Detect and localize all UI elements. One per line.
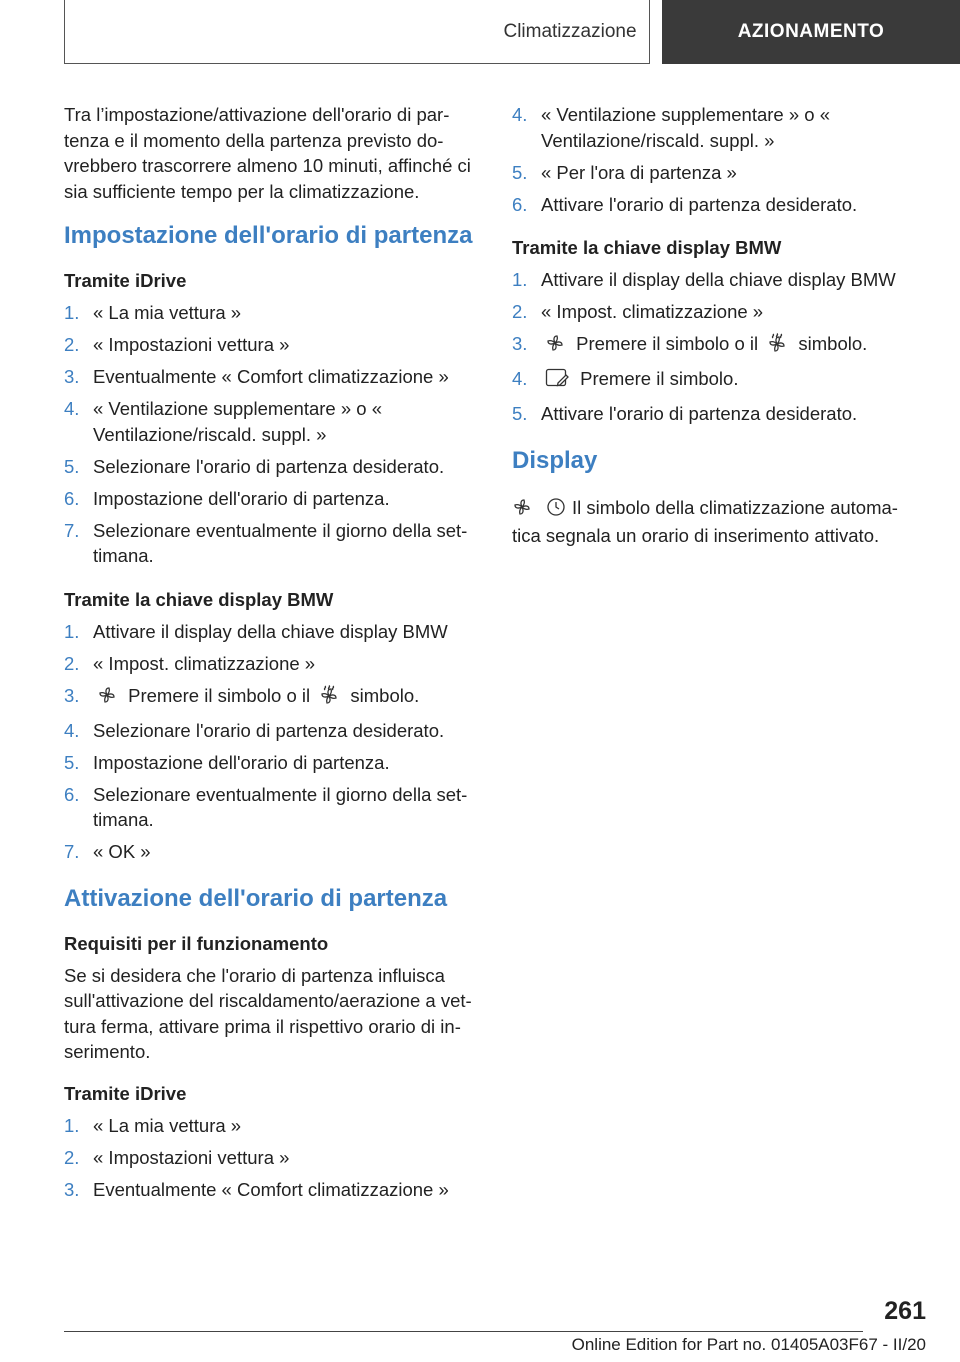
step-text: Attivare il display della chiave display BMW	[93, 620, 448, 642]
step-text: Selezionare eventualmente il giorno della set-timana.	[93, 519, 468, 566]
step-number: 2.	[64, 334, 80, 355]
list-item	[64, 782, 478, 833]
step-number: 3.	[64, 366, 80, 387]
step-number: 1.	[64, 302, 80, 323]
fan-icon	[97, 685, 117, 712]
step-number: 4.	[512, 104, 528, 125]
list-item	[64, 619, 478, 645]
list-item	[64, 1145, 478, 1171]
step-text: Attivare l'orario di partenza desiderato.	[541, 403, 858, 424]
list-item	[512, 192, 912, 218]
step-text: Attivare il display della chiave display BMW	[541, 269, 896, 290]
header-chapter-title: AZIONAMENTO	[662, 0, 960, 64]
list-item	[64, 486, 478, 512]
list-item	[64, 718, 478, 744]
page-number: 261	[884, 1297, 926, 1325]
step-number: 3.	[512, 333, 528, 354]
step-text: « Impostazioni vettura »	[93, 334, 290, 355]
edit-screen-icon	[545, 368, 569, 395]
step-text: Selezionare l'orario di partenza desiderato.	[93, 455, 445, 477]
step-number: 7.	[64, 841, 80, 862]
idrive-activate-steps-continued	[512, 102, 912, 217]
list-item	[64, 364, 478, 390]
step-number: 2.	[64, 1146, 80, 1168]
step-text: « La mia vettura »	[93, 1114, 242, 1136]
step-text: « Impost. climatizzazione »	[541, 301, 764, 322]
heading-display: Display	[512, 446, 598, 474]
step-text: « OK »	[93, 841, 151, 862]
step-text: Premere il simbolo o il	[576, 333, 759, 354]
step-number: 4.	[64, 398, 80, 419]
footer-edition-text: Online Edition for Part no. 01405A03F67 - II/20	[571, 1335, 926, 1354]
step-number: 6.	[64, 783, 80, 805]
subheading-display-key: Tramite la chiave display BMW	[64, 588, 334, 610]
step-number: 1.	[512, 269, 528, 290]
fan-icon	[512, 497, 532, 524]
list-item	[512, 299, 912, 325]
fan-heat-icon	[767, 333, 787, 360]
step-text: Eventualmente « Comfort climatizzazione »	[93, 1178, 449, 1200]
left-column	[64, 102, 478, 1222]
step-text: Impostazione dell'orario di partenza.	[93, 751, 390, 773]
step-number: 2.	[64, 652, 80, 674]
step-text: Selezionare l'orario di partenza desiderato.	[93, 719, 445, 741]
list-item	[64, 839, 478, 865]
list-item	[64, 332, 478, 358]
list-item	[64, 683, 478, 712]
list-item	[64, 1177, 478, 1203]
subheading-display-key-activate: Tramite la chiave display BMW	[512, 237, 782, 258]
step-number: 3.	[64, 1178, 80, 1200]
step-number: 5.	[512, 161, 528, 183]
step-number: 5.	[64, 455, 80, 477]
step-number: 6.	[512, 193, 528, 215]
heading-set-departure-time: Impostazione dell'orario di partenza	[64, 222, 473, 249]
fan-icon	[545, 333, 565, 360]
step-text: « Ventilazione supplementare » o « Ventilazione/riscald. suppl. »	[541, 104, 831, 151]
step-text: simbolo.	[798, 333, 868, 354]
step-number: 4.	[64, 719, 80, 741]
step-number: 6.	[64, 487, 80, 509]
idrive-steps-list	[64, 300, 478, 569]
fan-heat-icon	[319, 685, 339, 712]
step-number: 2.	[512, 301, 528, 322]
footer-divider	[64, 1331, 863, 1332]
heading-activate-departure-time: Attivazione dell'orario di partenza	[64, 884, 448, 912]
requirements-paragraph: Se si desidera che l'orario di partenza influisca sull'attivazione del riscaldamento/aerazione a vet-tura ferma, attivare prima il rispettivo orario di in-serimento.	[64, 964, 472, 1062]
subheading-idrive-activate: Tramite iDrive	[64, 1082, 187, 1104]
list-item	[64, 454, 478, 480]
list-item	[64, 300, 478, 326]
subheading-idrive: Tramite iDrive	[64, 270, 187, 291]
step-number: 5.	[512, 403, 528, 424]
list-item	[64, 396, 478, 447]
step-text: simbolo.	[350, 684, 420, 706]
step-text: « La mia vettura »	[93, 302, 242, 323]
step-number: 7.	[64, 519, 80, 541]
display-paragraph	[512, 495, 912, 549]
step-text: Eventualmente « Comfort climatizzazione »	[93, 366, 449, 387]
display-key-activate-steps-list	[512, 267, 912, 427]
step-number: 3.	[64, 684, 80, 706]
step-text: « Impost. climatizzazione »	[93, 652, 316, 674]
step-number: 5.	[64, 751, 80, 773]
step-text: « Per l'ora di partenza »	[541, 161, 737, 183]
step-text: Premere il simbolo.	[580, 368, 739, 389]
step-number: 4.	[512, 368, 528, 389]
list-item	[512, 102, 912, 153]
intro-paragraph: Tra l’impostazione/attivazione dell'orario di par-tenza e il momento della partenza previsto do-vrebbero trascorrere almeno 10 minuti, affinché ci sia sufficiente tempo per la climatizzazione.	[64, 104, 471, 202]
clock-icon	[546, 497, 566, 524]
header-section-title: Climatizzazione	[503, 21, 637, 42]
step-number: 1.	[64, 1114, 80, 1136]
step-number: 1.	[64, 620, 80, 642]
step-text: « Ventilazione supplementare » o « Ventilazione/riscald. suppl. »	[93, 398, 383, 445]
list-item	[512, 401, 912, 427]
step-text: Selezionare eventualmente il giorno della set-timana.	[93, 783, 468, 830]
list-item	[512, 331, 912, 360]
step-text: Attivare l'orario di partenza desiderato.	[541, 193, 858, 215]
list-item	[64, 518, 478, 569]
list-item	[512, 160, 912, 186]
subheading-requirements: Requisiti per il funzionamento	[64, 932, 329, 954]
list-item	[512, 366, 912, 395]
step-text: Impostazione dell'orario di partenza.	[93, 487, 390, 509]
list-item	[64, 651, 478, 677]
idrive-activate-steps-list	[64, 1113, 478, 1203]
right-column	[512, 102, 912, 567]
display-text: Il simbolo della climatizzazione automa-tica segnala un orario di inserimento attivato.	[512, 496, 898, 546]
display-key-steps-list	[64, 619, 478, 865]
list-item	[64, 750, 478, 776]
list-item	[64, 1113, 478, 1139]
step-text: « Impostazioni vettura »	[93, 1146, 290, 1168]
step-text: Premere il simbolo o il	[128, 684, 311, 706]
list-item	[512, 267, 912, 293]
